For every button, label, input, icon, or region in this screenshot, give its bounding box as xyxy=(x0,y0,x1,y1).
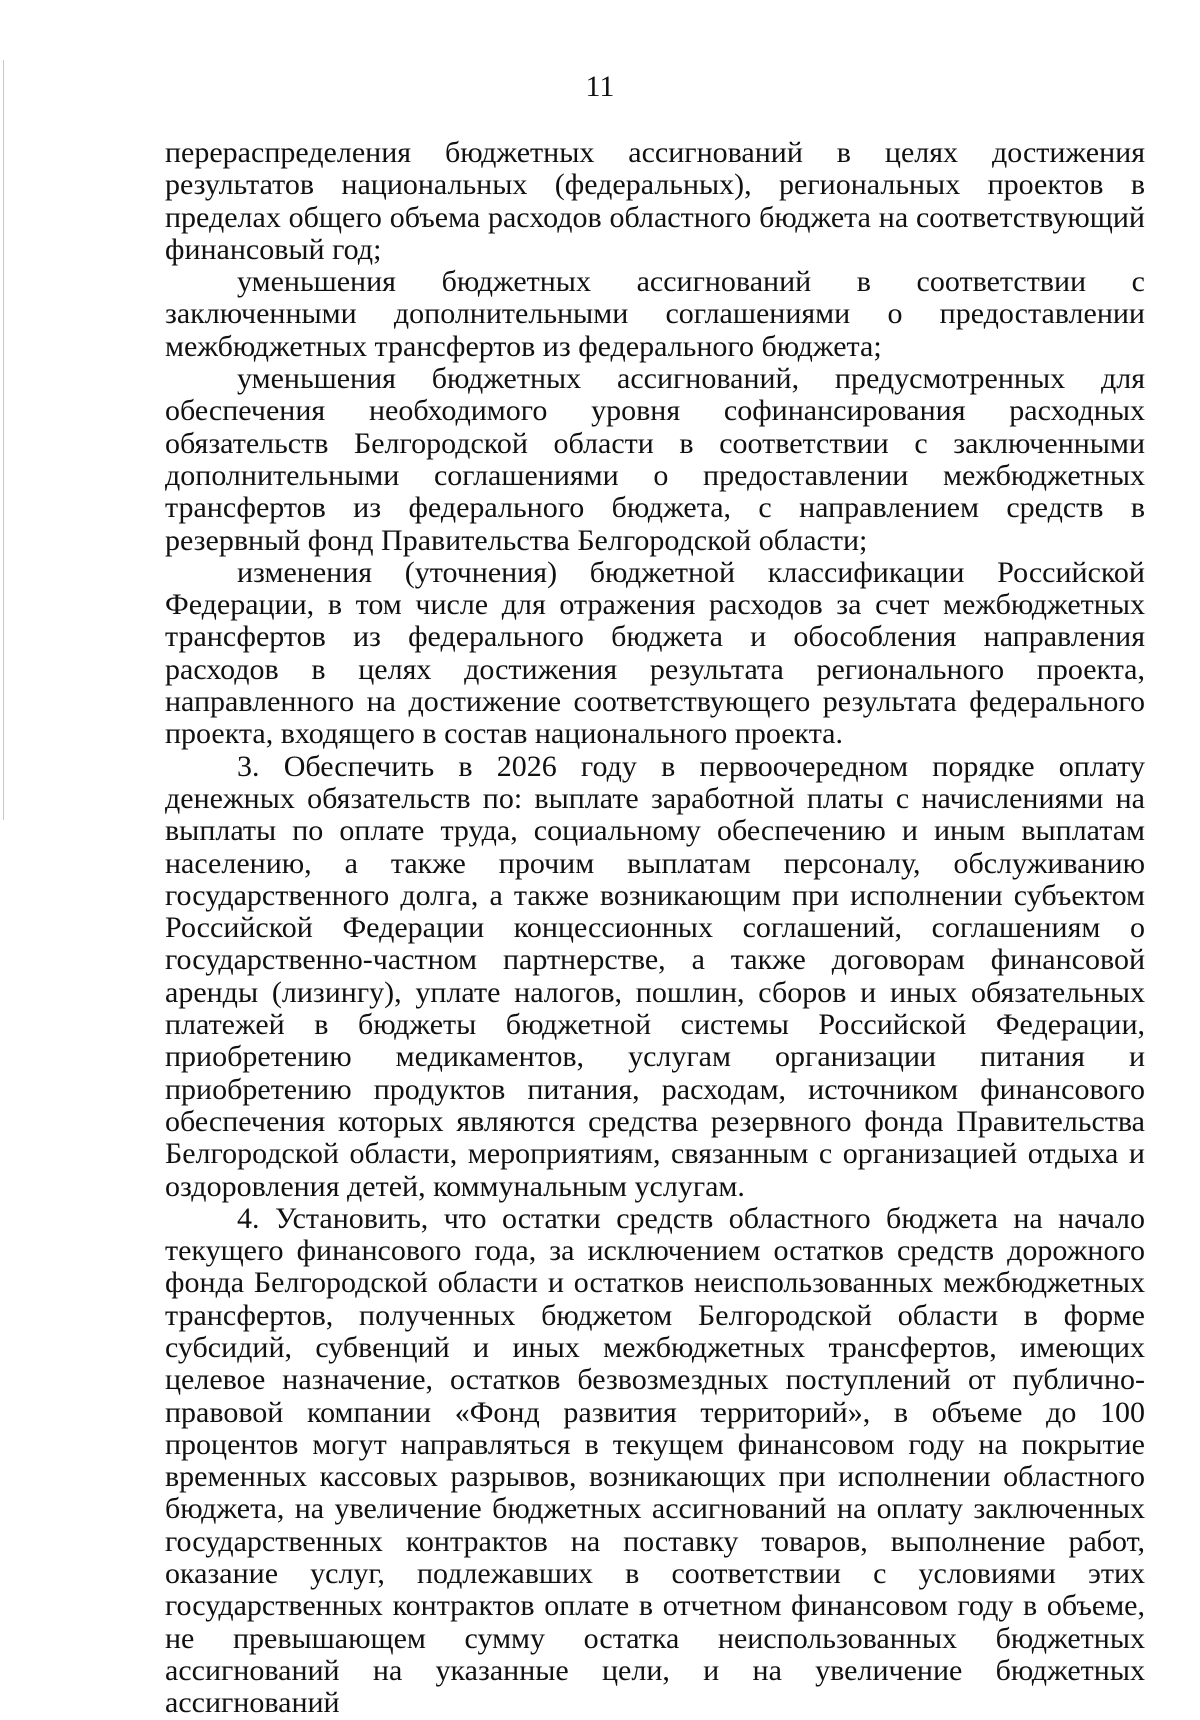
scan-edge-line xyxy=(3,60,4,820)
paragraph-item-3: 3. Обеспечить в 2026 году в первоочередном порядке оплату денежных обязательств по: выплате заработной платы с начислениями на выплаты по оплате труда, социальному обеспечению и иным выплатам населению, а также прочим выплатам персоналу, обслуживанию государственного долга, а также возникающим при исполнении субъектом Российской Федерации концессионных соглашений, соглашениям о государственно-частном партнерстве, а также договорам финансовой аренды (лизингу), уплате налогов, пошлин, сборов и иных обязательных платежей в бюджеты бюджетной системы Российской Федерации, приобретению медикаментов, услугам организации питания и приобретению продуктов питания, расходам, источником финансового обеспечения которых являются средства резервного фонда Правительства Белгородской области, мероприятиям, связанным с организацией отдыха и оздоровления детей, коммунальным услугам. xyxy=(165,749,1145,1203)
page-number: 11 xyxy=(585,70,615,103)
paragraph-item-4: 4. Установить, что остатки средств областного бюджета на начало текущего финансового года, за исключением остатков средств дорожного фонда Белгородской области и остатков неиспользованных межбюджетных трансфертов, полученных бюджетом Белгородской области в форме субсидий, субвенций и иных межбюджетных трансфертов, имеющих целевое назначение, остатков безвозмездных поступлений от публично-правовой компании «Фонд развития территорий», в объеме до 100 процентов могут направляться в текущем финансовом году на покрытие временных кассовых разрывов, возникающих при исполнении областного бюджета, на увеличение бюджетных ассигнований на оплату заключенных государственных контрактов на поставку товаров, выполнение работ, оказание услуг, подлежавших в соответствии с условиями этих государственных контрактов оплате в отчетном финансовом году в объеме, не превышающем сумму остатка неиспользованных бюджетных ассигнований на указанные цели, и на увеличение бюджетных ассигнований xyxy=(165,1201,1145,1720)
paragraph-classification-change: изменения (уточнения) бюджетной классификации Российской Федерации, в том числе для отражения расходов за счет межбюджетных трансфертов из федерального бюджета и обособления направления расходов в целях достижения результата регионального проекта, направленного на достижение соответствующего результата федерального проекта, входящего в состав национального проекта. xyxy=(165,555,1145,751)
paragraph-reduction-agreements: уменьшения бюджетных ассигнований в соответствии с заключенными дополнительными соглашениями о предоставлении межбюджетных трансфертов из федерального бюджета; xyxy=(165,265,1145,363)
paragraph-continued: перераспределения бюджетных ассигнований в целях достижения результатов национальных (федеральных), региональных проектов в пределах общего объема расходов областного бюджета на соответствующий финансовый год; xyxy=(165,136,1145,266)
paragraph-reduction-cofinancing: уменьшения бюджетных ассигнований, предусмотренных для обеспечения необходимого уровня софинансирования расходных обязательств Белгородской области в соответствии с заключенными дополнительными соглашениями о предоставлении межбюджетных трансфертов из федерального бюджета, с направлением средств в резервный фонд Правительства Белгородской области; xyxy=(165,362,1145,557)
document-body xyxy=(165,137,1145,1720)
